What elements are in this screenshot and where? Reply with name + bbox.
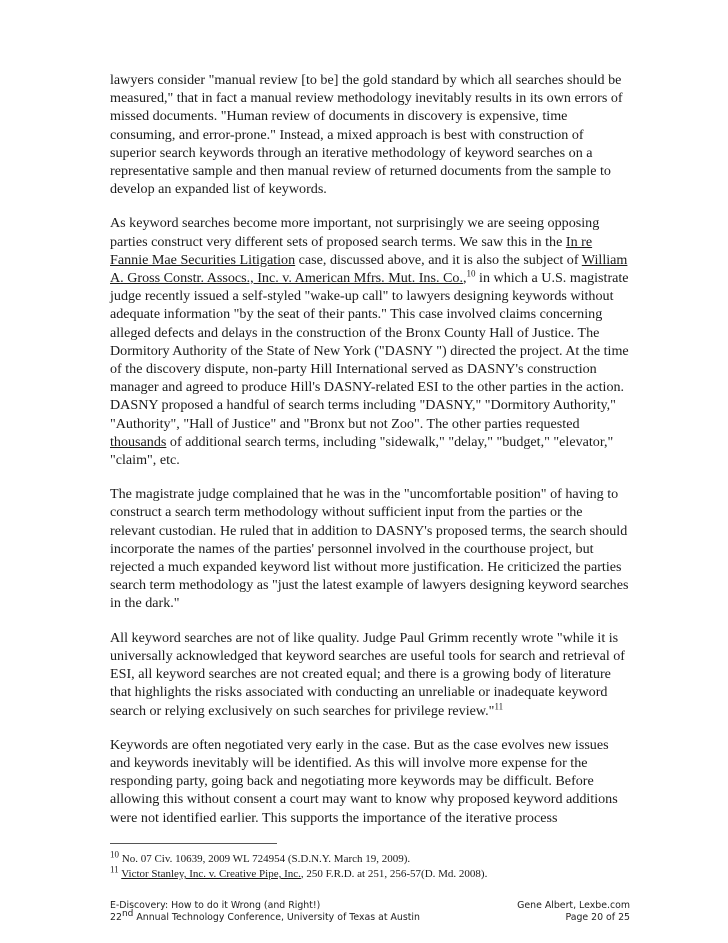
footnote-number: 11 (110, 864, 119, 875)
case-citation-fannie-mae: In re Fannie Mae Securities Litigation (110, 233, 593, 268)
footer-left (110, 900, 420, 924)
p2-text-c: , (462, 270, 467, 287)
footnote-11 (110, 864, 630, 882)
footnote-ref-11[interactable]: 11 (494, 700, 504, 711)
footer-right (517, 900, 630, 924)
footnote-text: , 250 F.R.D. at 251, 256-57(D. Md. 2008). (300, 868, 488, 880)
p2-text-d: in which a U.S. magistrate judge recently issued a self-styled "wake-up call" to lawyers designing keywords without adequate information "by the seat of their pants." This case involved claims concerning alleged defects and delays in the construction of the Bronx County Hall of Justice. The Dormitory Authority of the State of New York ("DASNY ") directed the project. At the time of the discovery dispute, non-party Hill International served as DASNY's construction manager and agreed to produce Hill's DASNY-related ESI to the other parties in the action. DASNY proposed a handful of search terms including "DASNY," "Dormitory Authority," "Authority", "Hall of Justice" and "Bronx but not Zoo". The other parties requested (110, 270, 629, 432)
paragraph-1: lawyers consider "manual review [to be] the gold standard by which all searches should be measured," that in fact a manual review methodology inevitably results in its own errors of missed documents. "Human review of documents in discovery is expensive, time consuming, and error-prone." Instead, a mixed approach is best with construction of superior search keywords through an iterative methodology of keyword searches on a representative sample and then manual review of returned documents from the sample to develop an expanded list of keywords. (110, 72, 623, 198)
conference-ordinal-suffix: nd (121, 908, 134, 919)
emphasis-thousands: thousands (110, 433, 167, 450)
conference-name: Annual Technology Conference, University of Texas at Austin (133, 912, 420, 923)
paragraph-4 (110, 629, 630, 720)
paragraph-5: Keywords are often negotiated very early in the case. But as the case evolves new issues and keywords inevitably will be identified. As this will involve more expense for the responding party, going back and negotiating more keywords may be difficult. Before allowing this without consent a court may want to know why proposed keyword additions were not identified earlier. This supports the importance of the iterative process (110, 736, 618, 826)
footnote-10 (110, 849, 630, 867)
p2-text-e: of additional search terms, including "sidewalk," "delay," "budget," "elevator," "claim", etc. (110, 433, 614, 469)
footnote-number: 10 (110, 849, 119, 860)
footer-document-title: E-Discovery: How to do it Wrong (and Right!) (110, 900, 321, 911)
footnote-ref-10[interactable]: 10 (466, 268, 476, 279)
case-citation-gross: William A. Gross Constr. Assocs., Inc. v. American Mfrs. Mut. Ins. Co. (110, 251, 628, 287)
p2-text-a: As keyword searches become more important, not surprisingly we are seeing opposing parties construct very different sets of proposed search terms. We saw this in the (110, 215, 600, 250)
footer-conference (110, 908, 420, 924)
paragraph-2 (110, 214, 630, 469)
footnote-case-citation: Victor Stanley, Inc. v. Creative Pipe, Inc. (121, 868, 301, 880)
footnote-separator (110, 843, 277, 844)
footnotes (110, 849, 630, 882)
body-text (110, 71, 630, 843)
paragraph-3: The magistrate judge complained that he was in the "uncomfortable position" of having to construct a search term methodology without sufficient input from the parties or the relevant custodian. He ruled that in addition to DASNY's proposed terms, the search should incorporate the names of the parties' personnel involved in the courthouse project, but rejected a much expanded keyword list without more justification. He criticized the parties search term methodology as "just the latest example of lawyers designing keyword searches in the dark." (110, 486, 629, 612)
footnote-text: No. 07 Civ. 10639, 2009 WL 724954 (S.D.N.Y. March 19, 2009). (119, 853, 411, 865)
footer-author: Gene Albert, Lexbe.com (517, 900, 630, 911)
conference-ordinal: 22 (110, 912, 122, 923)
p2-text-b: case, discussed above, and it is also the subject of (295, 251, 582, 268)
page-number: Page 20 of 25 (565, 912, 630, 923)
p4-text-a: All keyword searches are not of like quality. Judge Paul Grimm recently wrote "while it is universally acknowledged that keyword searches are useful tools for search and retrieval of ESI, all keyword searches are not created equal; and there is a growing body of literature that highlights the risks associated with conducting an unreliable or inadequate keyword search or relying exclusively on such searches for privilege review." (110, 629, 625, 719)
